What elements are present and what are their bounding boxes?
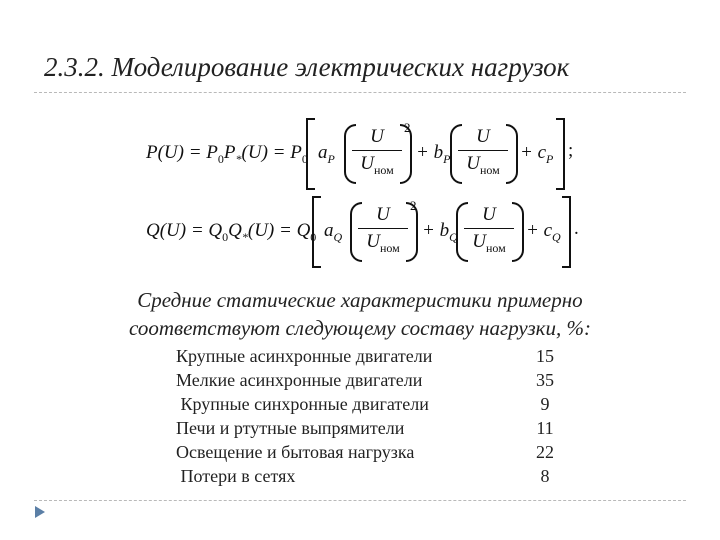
formula-q-mid: Q	[228, 220, 242, 241]
formula-p-a-sub: P	[327, 151, 335, 166]
formula-q-den-sub-1: ном	[379, 240, 400, 255]
formula-p-mid: P	[223, 142, 236, 163]
row-value: 11	[536, 418, 554, 438]
row-value: 22	[536, 442, 554, 462]
row-name: Мелкие асинхронные двигатели	[176, 370, 423, 390]
formula-q-star: *	[241, 229, 248, 244]
formula-q	[146, 196, 586, 268]
formula-p-c: + c	[520, 142, 547, 163]
formula-p-fraction-1	[352, 126, 402, 178]
formula-p-a: a	[318, 142, 328, 163]
formula-q-sub0: 0	[222, 229, 229, 244]
formula-p-end: ;	[568, 140, 574, 161]
formula-q-a: a	[324, 220, 334, 241]
formula-p-paren-2-right	[506, 124, 518, 184]
formula-p-den-sub-1: ном	[373, 162, 394, 177]
row-value: 15	[536, 346, 554, 366]
formula-p-den-2: U	[466, 153, 480, 174]
formula-q-num-2: U	[482, 204, 496, 225]
formula-p-fraction-2	[458, 126, 508, 178]
next-slide-arrow-icon[interactable]	[34, 505, 46, 524]
formula-q-exp: 2	[410, 198, 417, 213]
row-value: 8	[540, 466, 550, 486]
title-divider	[34, 92, 686, 93]
footer-divider	[34, 500, 686, 501]
formula-q-den-2: U	[472, 231, 486, 252]
formula-p-star: *	[235, 151, 242, 166]
formula-q-b-sub: Q	[449, 229, 458, 244]
formula-q-b: + b	[422, 220, 450, 241]
formula-p-lhs: P(U) = P	[146, 142, 218, 163]
subtitle-line-2: соответствуют следующему составу нагрузки, %:	[129, 316, 591, 340]
row-name: Крупные асинхронные двигатели	[176, 346, 433, 366]
formula-q-sub1: 0	[310, 229, 317, 244]
formula-p-num-1: U	[370, 126, 384, 147]
row-name: Освещение и бытовая нагрузка	[176, 442, 415, 462]
formula-p-c-sub: P	[546, 151, 554, 166]
formula-q-den-1: U	[366, 231, 380, 252]
formula-q-bracket-left	[312, 196, 321, 268]
formula-q-bracket-right	[562, 196, 571, 268]
slide-title: 2.3.2. Моделирование электрических нагрузок	[44, 52, 570, 82]
formula-p-rhs: (U) = P	[241, 142, 302, 163]
subtitle-line-1: Средние статические характеристики примерно	[137, 288, 583, 312]
formula-q-a-sub: Q	[333, 229, 343, 244]
formula-q-c-sub: Q	[552, 229, 561, 244]
row-value: 9	[540, 394, 550, 414]
formula-q-c: + c	[526, 220, 553, 241]
row-name: Крупные синхронные двигатели	[176, 394, 429, 414]
row-name: Потери в сетях	[176, 466, 296, 486]
row-value: 35	[536, 370, 554, 390]
formula-p-den-1: U	[360, 153, 374, 174]
formula-p-sub0: 0	[217, 151, 224, 166]
formula-p	[146, 118, 586, 190]
formula-p-exp: 2	[404, 120, 411, 135]
formula-p-sub1: 0	[301, 151, 308, 166]
formula-p-b: + b	[416, 142, 444, 163]
formula-p-bracket-right	[556, 118, 565, 190]
formula-p-num-2: U	[476, 126, 490, 147]
formula-q-num-1: U	[376, 204, 390, 225]
formula-q-paren-2-right	[512, 202, 524, 262]
formula-q-fraction-1	[358, 204, 408, 256]
formula-p-den-sub-2: ном	[479, 162, 500, 177]
formula-p-b-sub: P	[443, 151, 451, 166]
formula-q-rhs: (U) = Q	[247, 220, 311, 241]
formula-q-den-sub-2: ном	[485, 240, 506, 255]
formula-q-end: .	[574, 218, 579, 239]
formula-q-lhs: Q(U) = Q	[146, 220, 223, 241]
formula-q-fraction-2	[464, 204, 514, 256]
row-name: Печи и ртутные выпрямители	[176, 418, 405, 438]
formula-p-bracket-left	[306, 118, 315, 190]
